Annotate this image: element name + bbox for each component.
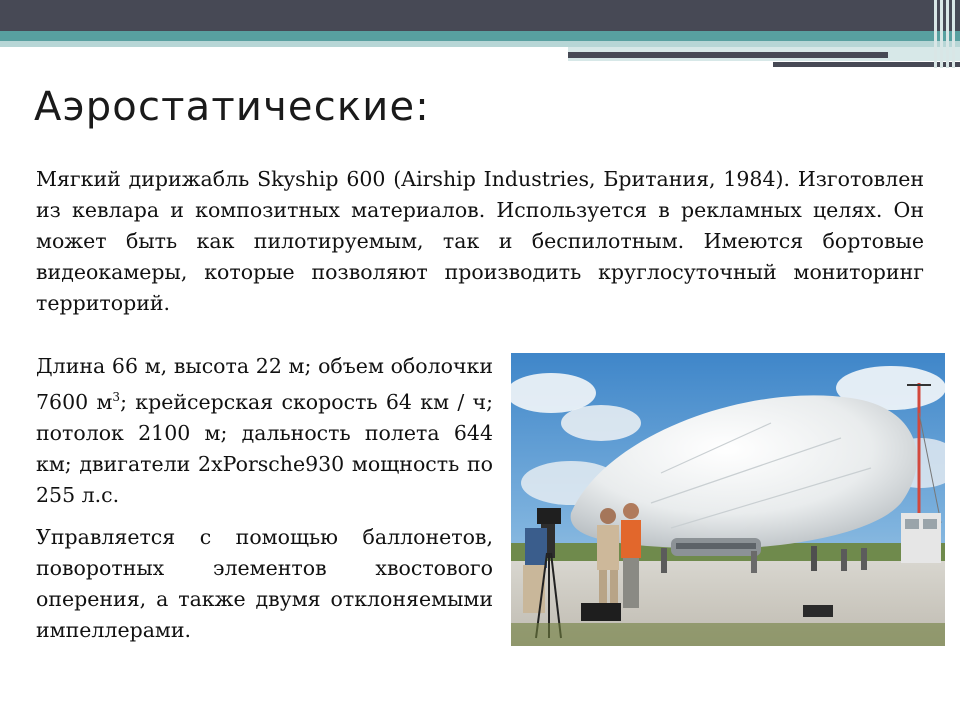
specs-paragraph xyxy=(36,351,493,511)
header-band xyxy=(0,0,960,31)
specs-text-end: ; крейсерская скорость 64 км / ч; потолок 2100 м; дальность полета 644 км; двигатели 2хPorsche930 мощность по 255 л.с. xyxy=(36,389,493,507)
header-accent-band xyxy=(0,31,960,41)
header-rule-upper xyxy=(568,52,888,58)
intro-paragraph: Мягкий дирижабль Skyship 600 (Airship Industries, Британия, 1984). Изготовлен из кевлара и композитных материалов. Используется в рекламных целях. Он может быть как пилотируемым, так и беспилотным. Имеются бортовые видеокамеры, которые позволяют производить круглосуточный мониторинг территорий. xyxy=(36,167,924,315)
specs-text-start: Длина 66 м, высота 22 м; объем оболочки 7600 м xyxy=(36,354,493,414)
corner-stripes xyxy=(930,0,960,68)
control-paragraph: Управляется с помощью баллонетов, поворотных элементов хвостового оперения, а также двумя отклоняемыми импеллерами. xyxy=(36,525,493,642)
slide-title: Аэростатические: xyxy=(34,84,430,130)
airship-photo xyxy=(511,353,945,646)
specs-superscript: 3 xyxy=(112,390,121,404)
